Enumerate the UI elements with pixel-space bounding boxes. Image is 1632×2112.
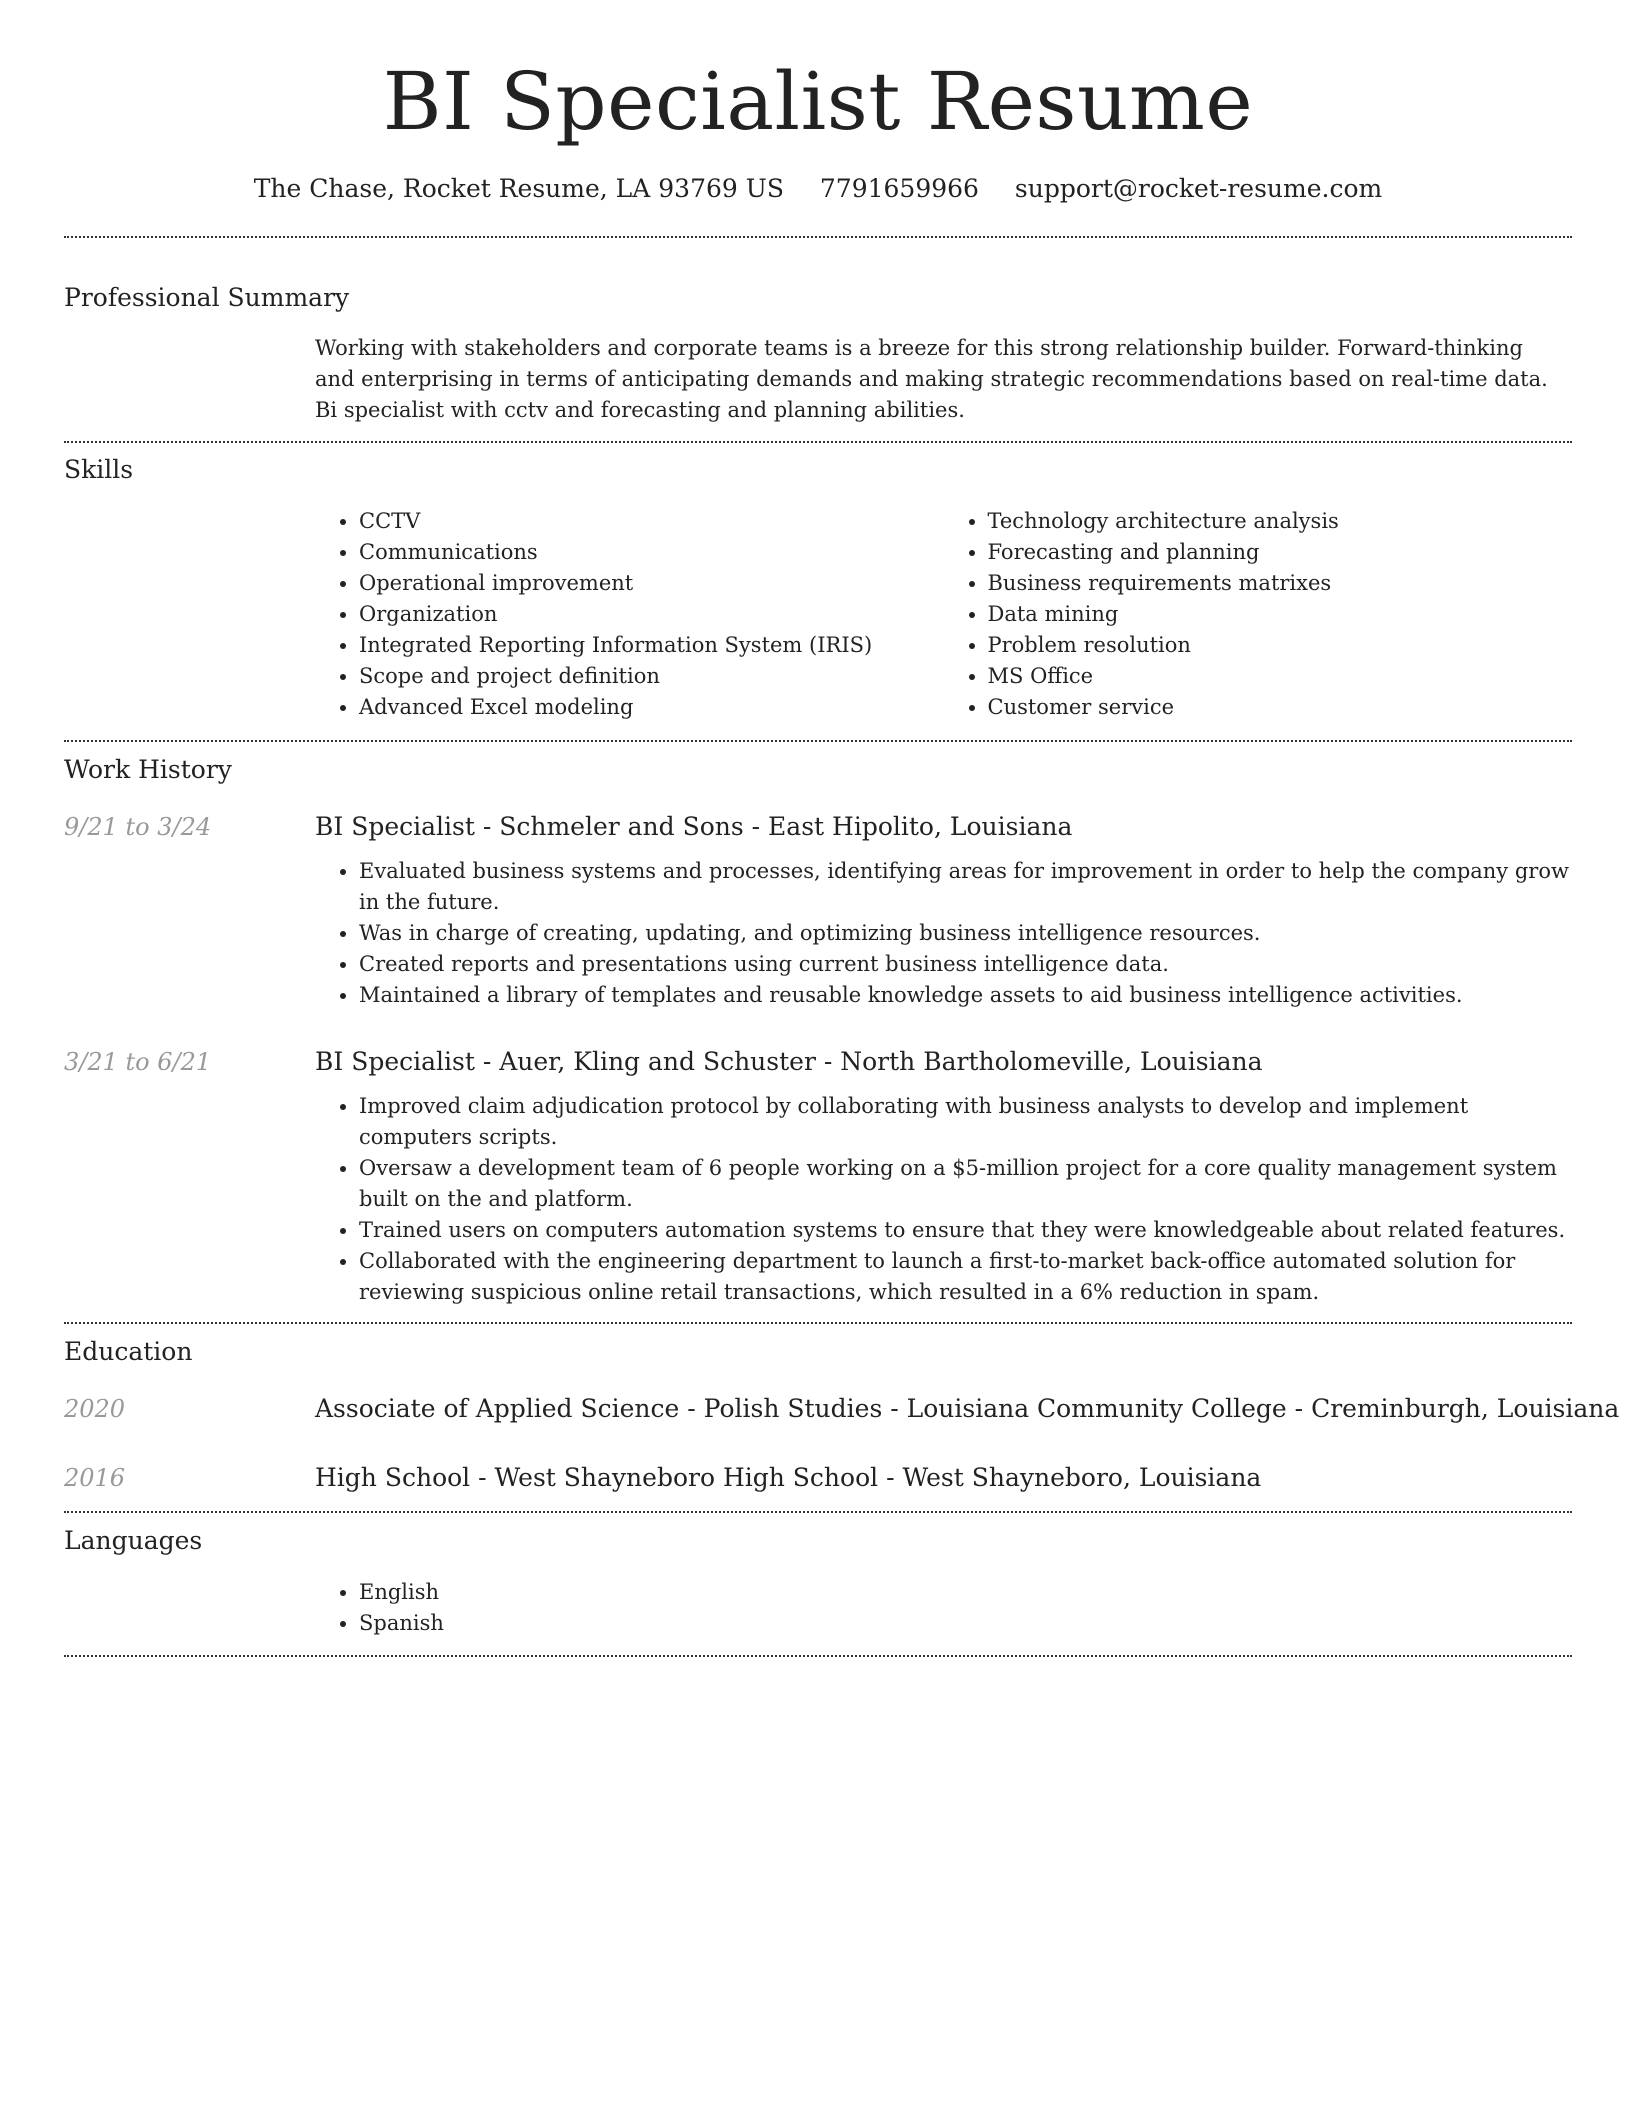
job-bullets — [315, 1091, 1570, 1308]
skill-item: • Organization — [359, 599, 944, 630]
languages-list — [315, 1577, 1572, 1639]
languages-heading: Languages — [64, 1526, 203, 1555]
skill-item: • Business requirements matrixes — [988, 568, 1573, 599]
education-section — [64, 1324, 1620, 1501]
job-bullets — [315, 856, 1570, 1011]
job-bullet: • Maintained a library of templates and reusable knowledge assets to aid business intelligence activities. — [359, 980, 1570, 1011]
skill-item: • Forecasting and planning — [988, 537, 1573, 568]
education-text: High School - West Shayneboro High School - West Shayneboro, Louisiana — [315, 1463, 1262, 1492]
job-entry — [64, 810, 1572, 1011]
contact-line — [64, 172, 1572, 206]
education-entry — [64, 1392, 1620, 1432]
skill-item: • CCTV — [359, 506, 944, 537]
skill-item: • Advanced Excel modeling — [359, 692, 944, 723]
languages-section — [64, 1513, 1572, 1639]
job-title: BI Specialist - Schmeler and Sons - East Hipolito, Louisiana — [315, 812, 1073, 841]
language-item: • English — [359, 1577, 1572, 1608]
job-bullet: • Evaluated business systems and processes, identifying areas for improvement in order to help the company grow in the future. — [359, 856, 1570, 918]
job-entry — [64, 1045, 1572, 1308]
skill-item: • Customer service — [988, 692, 1573, 723]
skills-columns — [315, 506, 1572, 723]
skill-item: • Problem resolution — [988, 630, 1573, 661]
job-bullet: • Improved claim adjudication protocol by collaborating with business analysts to develop and implement computers scripts. — [359, 1091, 1570, 1153]
skill-item: • Operational improvement — [359, 568, 944, 599]
summary-text: Working with stakeholders and corporate teams is a breeze for this strong relationship builder. Forward-thinking and enterprising in terms of anticipating demands and making strategic recommendations based on real-time data. Bi specialist with cctv and forecasting and planning abilities. — [315, 336, 1548, 422]
skill-item: • Communications — [359, 537, 944, 568]
job-bullet: • Collaborated with the engineering department to launch a first-to-market back-office automated solution for reviewing suspicious online retail transactions, which resulted in a 6% reduction in spam. — [359, 1246, 1570, 1308]
job-dates: 3/21 to 6/21 — [64, 1048, 212, 1076]
skills-list-left — [315, 506, 944, 723]
job-dates: 9/21 to 3/24 — [64, 813, 212, 841]
education-year: 2016 — [64, 1464, 126, 1492]
skills-section — [64, 443, 1572, 723]
skill-item: • Data mining — [988, 599, 1573, 630]
education-entry — [64, 1461, 1572, 1501]
skill-item: • Technology architecture analysis — [988, 506, 1573, 537]
contact-phone: 7791659966 — [819, 174, 979, 203]
job-bullet: • Was in charge of creating, updating, and optimizing business intelligence resources. — [359, 918, 1570, 949]
summary-heading: Professional Summary — [64, 283, 350, 312]
education-heading: Education — [64, 1337, 193, 1366]
skills-list-right — [944, 506, 1573, 723]
work-section — [64, 742, 1572, 1308]
job-bullet: • Oversaw a development team of 6 people working on a $5-million project for a core quality management system built on the and platform. — [359, 1153, 1570, 1215]
contact-email: support@rocket-resume.com — [1014, 174, 1383, 203]
job-title: BI Specialist - Auer, Kling and Schuster - North Bartholomeville, Louisiana — [315, 1047, 1263, 1076]
summary-section — [64, 238, 1572, 426]
job-bullet: • Created reports and presentations using current business intelligence data. — [359, 949, 1570, 980]
skill-item: • Integrated Reporting Information System (IRIS) — [359, 630, 944, 661]
work-heading: Work History — [64, 755, 232, 784]
resume-page — [64, 0, 1620, 1657]
skill-item: • MS Office — [988, 661, 1573, 692]
job-bullet: • Trained users on computers automation systems to ensure that they were knowledgeable about related features. — [359, 1215, 1570, 1246]
language-item: • Spanish — [359, 1608, 1572, 1639]
skill-item: • Scope and project definition — [359, 661, 944, 692]
resume-title: BI Specialist Resume — [382, 55, 1254, 148]
education-year: 2020 — [64, 1395, 126, 1423]
divider — [64, 1655, 1572, 1657]
contact-address: The Chase, Rocket Resume, LA 93769 US — [253, 174, 784, 203]
education-text: Associate of Applied Science - Polish Studies - Louisiana Community College - Creminburgh, Louisiana — [315, 1394, 1620, 1423]
skills-heading: Skills — [64, 455, 134, 484]
